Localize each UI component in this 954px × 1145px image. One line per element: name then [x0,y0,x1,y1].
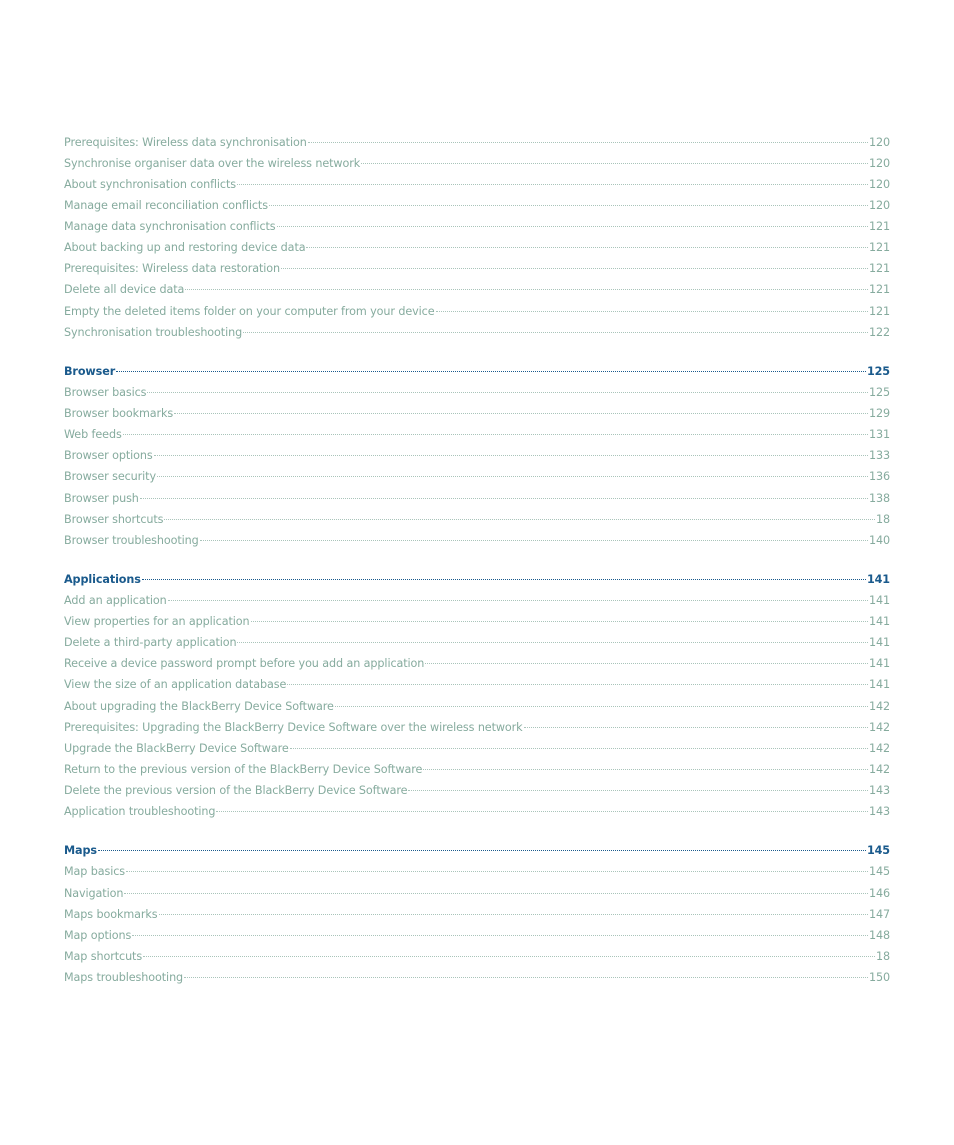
toc-entry[interactable] [64,216,890,237]
toc-title[interactable]: Return to the previous version of the BlackBerry Device Software [64,763,423,777]
dot-leader [164,519,875,520]
page-number[interactable]: 141 [868,615,890,629]
toc-title[interactable]: View properties for an application [64,615,250,629]
toc-entry[interactable] [64,509,890,530]
dot-leader [168,600,868,601]
page-number[interactable]: 120 [868,156,890,170]
dot-leader [308,142,868,143]
toc-entry[interactable] [64,801,890,822]
toc-title[interactable]: Receive a device password prompt before you add an application [64,657,425,671]
toc-heading[interactable] [64,569,890,590]
toc-entry[interactable] [64,883,890,904]
dot-leader [237,642,867,643]
toc-heading[interactable] [64,361,890,382]
toc-entry[interactable] [64,861,890,882]
dot-leader [287,684,868,685]
page-number[interactable]: 121 [868,283,890,297]
toc-title[interactable]: Prerequisites: Wireless data restoration [64,262,280,276]
dot-leader [185,289,868,290]
toc-entry[interactable] [64,153,890,174]
toc-title[interactable]: Delete all device data [64,283,185,297]
toc-entry[interactable] [64,132,890,153]
toc-section [64,132,890,343]
page-number[interactable]: 143 [868,805,890,819]
page-number[interactable]: 125 [868,385,890,399]
page-number[interactable]: 143 [868,784,890,798]
toc-title[interactable]: Browser shortcuts [64,512,164,526]
page-number[interactable]: 147 [868,907,890,921]
dot-leader [281,268,868,269]
page-number[interactable]: 141 [868,593,890,607]
toc-section [64,840,890,988]
page-number[interactable]: 148 [868,928,890,942]
dot-leader [184,977,868,978]
toc-title[interactable]: Application troubleshooting [64,805,216,819]
toc-title[interactable]: Upgrade the BlackBerry Device Software [64,741,289,755]
toc-entry[interactable] [64,653,890,674]
page-number[interactable]: 125 [866,364,890,378]
toc-title[interactable]: Delete a third-party application [64,636,237,650]
page-number[interactable]: 18 [875,949,890,963]
page-number[interactable]: 120 [868,135,890,149]
dot-leader [140,498,868,499]
page-number[interactable]: 121 [868,262,890,276]
toc-entry[interactable] [64,717,890,738]
toc-entry[interactable] [64,632,890,653]
dot-leader [132,935,868,936]
page-number[interactable]: 141 [868,657,890,671]
dot-leader [157,476,868,477]
page-number[interactable]: 18 [875,512,890,526]
dot-leader [335,706,868,707]
toc-title[interactable]: Prerequisites: Wireless data synchronisation [64,135,307,149]
page-number[interactable]: 142 [868,720,890,734]
dot-leader [243,332,868,333]
dot-leader [126,871,868,872]
dot-leader [277,226,868,227]
toc-entry[interactable] [64,424,890,445]
toc-entry[interactable] [64,258,890,279]
page-number[interactable]: 140 [868,533,890,547]
toc-entry[interactable] [64,925,890,946]
toc-title[interactable]: Browser push [64,491,139,505]
dot-leader [216,811,868,812]
page-number[interactable]: 131 [868,428,890,442]
dot-leader [123,434,868,435]
page-number[interactable]: 122 [868,325,890,339]
toc-title[interactable]: Browser [64,364,116,378]
page-number[interactable]: 141 [866,572,890,586]
page-number[interactable]: 142 [868,763,890,777]
toc-title[interactable]: Map shortcuts [64,949,143,963]
toc-entry[interactable] [64,403,890,424]
page-number[interactable]: 121 [868,304,890,318]
toc-heading[interactable] [64,840,890,861]
toc-title[interactable]: Prerequisites: Upgrading the BlackBerry Device Software over the wireless network [64,720,523,734]
toc-title[interactable]: Navigation [64,886,124,900]
toc-section [64,569,890,823]
toc-title[interactable]: About backing up and restoring device data [64,241,306,255]
table-of-contents [64,132,890,1007]
page-number[interactable]: 138 [868,491,890,505]
dot-leader [251,621,868,622]
toc-entry[interactable] [64,279,890,300]
dot-leader [290,748,868,749]
toc-entry[interactable] [64,967,890,988]
page-number[interactable]: 141 [868,636,890,650]
dot-leader [524,727,868,728]
page-number[interactable]: 136 [868,470,890,484]
toc-title[interactable]: Browser security [64,470,156,484]
toc-entry[interactable] [64,322,890,343]
toc-title[interactable]: About upgrading the BlackBerry Device Software [64,699,334,713]
toc-entry[interactable] [64,904,890,925]
toc-title[interactable]: Manage data synchronisation conflicts [64,220,276,234]
page-number[interactable]: 121 [868,241,890,255]
dot-leader [124,893,868,894]
toc-title[interactable]: Map options [64,928,132,942]
toc-entry[interactable] [64,674,890,695]
toc-entry[interactable] [64,759,890,780]
dot-leader [98,850,866,851]
dot-leader [154,455,868,456]
page-number[interactable]: 142 [868,699,890,713]
toc-entry[interactable] [64,195,890,216]
toc-entry[interactable] [64,780,890,801]
toc-entry[interactable] [64,488,890,509]
toc-entry[interactable] [64,611,890,632]
dot-leader [174,413,868,414]
page-number[interactable]: 150 [868,971,890,985]
toc-title[interactable]: Browser bookmarks [64,406,174,420]
toc-entry[interactable] [64,382,890,403]
toc-title[interactable]: View the size of an application database [64,678,287,692]
dot-leader [159,914,868,915]
toc-title[interactable]: Synchronisation troubleshooting [64,325,243,339]
toc-title[interactable]: Maps [64,844,97,858]
dot-leader [423,769,868,770]
dot-leader [200,540,868,541]
toc-title[interactable]: Add an application [64,593,167,607]
toc-title[interactable]: About synchronisation conflicts [64,177,236,191]
toc-title[interactable]: Map basics [64,865,126,879]
page-number[interactable]: 120 [868,177,890,191]
dot-leader [436,311,868,312]
dot-leader [425,663,868,664]
dot-leader [408,790,867,791]
toc-title[interactable]: Delete the previous version of the BlackBerry Device Software [64,784,408,798]
dot-leader [306,247,867,248]
page-number[interactable]: 129 [868,406,890,420]
toc-section [64,361,890,551]
toc-entry[interactable] [64,445,890,466]
page-number[interactable]: 145 [866,844,890,858]
toc-entry[interactable] [64,946,890,967]
toc-title[interactable]: Synchronise organiser data over the wireless network [64,156,361,170]
toc-title[interactable]: Maps bookmarks [64,907,158,921]
dot-leader [237,184,868,185]
toc-entry[interactable] [64,466,890,487]
dot-leader [361,163,868,164]
dot-leader [116,371,866,372]
toc-entry[interactable] [64,237,890,258]
toc-entry[interactable] [64,590,890,611]
dot-leader [143,956,875,957]
toc-title[interactable]: Applications [64,572,141,586]
toc-entry[interactable] [64,174,890,195]
toc-entry[interactable] [64,696,890,717]
page-number[interactable]: 141 [868,678,890,692]
toc-title[interactable]: Empty the deleted items folder on your computer from your device [64,304,435,318]
toc-title[interactable]: Browser troubleshooting [64,533,199,547]
dot-leader [269,205,868,206]
toc-title[interactable]: Manage email reconciliation conflicts [64,198,268,212]
toc-entry[interactable] [64,530,890,551]
dot-leader [142,579,866,580]
toc-title[interactable]: Browser options [64,449,153,463]
page-number[interactable]: 120 [868,198,890,212]
toc-title[interactable]: Web feeds [64,428,122,442]
toc-title[interactable]: Browser basics [64,385,147,399]
page-number[interactable]: 146 [868,886,890,900]
page-number[interactable]: 121 [868,220,890,234]
page-number[interactable]: 133 [868,449,890,463]
dot-leader [147,392,868,393]
toc-entry[interactable] [64,301,890,322]
toc-entry[interactable] [64,738,890,759]
toc-title[interactable]: Maps troubleshooting [64,971,184,985]
page-number[interactable]: 142 [868,741,890,755]
page-number[interactable]: 145 [868,865,890,879]
